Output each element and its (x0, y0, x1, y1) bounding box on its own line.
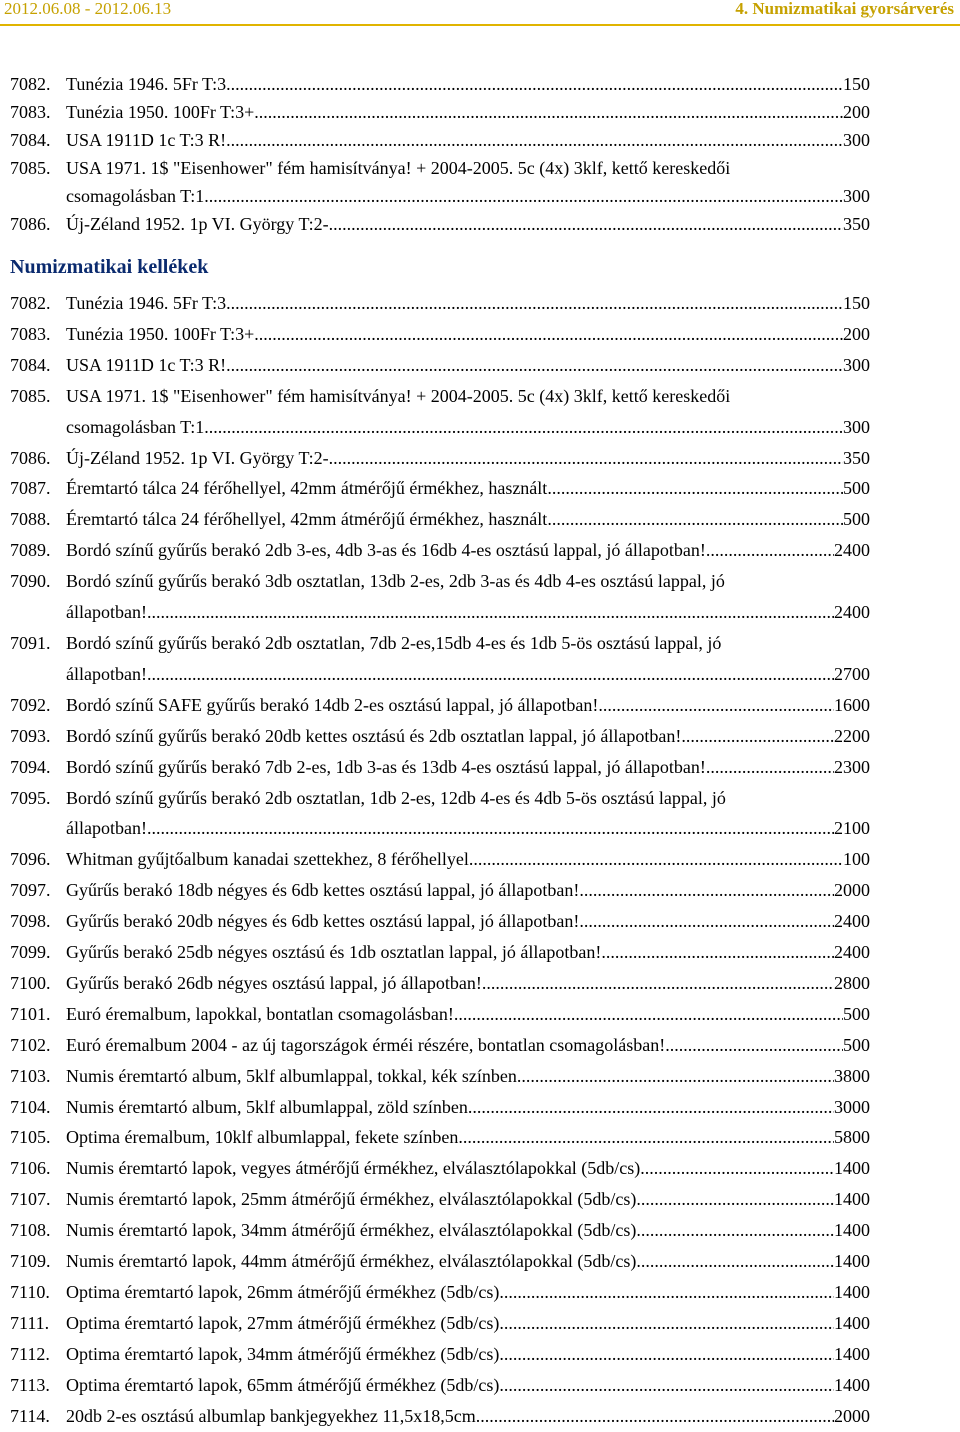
leader-dots (482, 968, 834, 999)
leader-dots (468, 1092, 834, 1123)
lot-number: 7091. (10, 632, 51, 653)
lot-description: Optima éremalbum, 10klf albumlappal, fekete színben (66, 1127, 459, 1148)
lot-number: 7084. (10, 130, 51, 150)
lot-price: 150 (843, 293, 870, 313)
leader-dots (226, 126, 843, 154)
lot-price: 2300 (834, 756, 870, 777)
leader-dots (499, 1339, 834, 1370)
lot-item (10, 381, 870, 443)
lot-price: 2800 (834, 972, 870, 993)
lot-item (10, 154, 870, 210)
lot-item (10, 126, 870, 154)
leader-dots (547, 504, 843, 535)
lot-number: 7086. (10, 214, 51, 234)
lot-body (66, 350, 870, 381)
lot-price: 1600 (834, 694, 870, 715)
date-range: 2012.06.08 - 2012.06.13 (4, 0, 172, 18)
lot-number: 7083. (10, 323, 51, 344)
lot-description: Bordó színű gyűrűs berakó 2db osztatlan, 1db 2-es, 12db 4-es és 4db 5-ös osztású lappal, jó (66, 787, 726, 808)
lot-line (66, 597, 870, 628)
lot-body (66, 1246, 870, 1277)
lot-price: 350 (843, 214, 870, 234)
lot-body (66, 1153, 870, 1184)
lot-item (10, 1370, 870, 1401)
lot-number: 7114. (10, 1405, 50, 1426)
lot-line (66, 906, 870, 937)
lot-line (66, 210, 870, 238)
lot-body (66, 752, 870, 783)
lot-price: 2200 (834, 725, 870, 746)
leader-dots (226, 70, 843, 98)
lot-number: 7110. (10, 1282, 50, 1302)
lot-body (66, 1370, 870, 1401)
leader-dots (665, 1030, 843, 1061)
lot-list-top (10, 70, 870, 238)
lot-price: 1400 (834, 1343, 870, 1364)
leader-dots (458, 1122, 834, 1153)
lot-price: 200 (843, 102, 870, 122)
lot-item (10, 1215, 870, 1246)
lot-body (66, 937, 870, 968)
lot-item (10, 1061, 870, 1092)
lot-price: 3000 (834, 1096, 870, 1117)
lot-description: Tunézia 1950. 100Fr T:3+ (66, 102, 255, 122)
lot-description: Új-Zéland 1952. 1p VI. György T:2- (66, 214, 329, 234)
lot-item (10, 443, 870, 474)
lot-line (66, 1339, 870, 1370)
lot-price: 1400 (834, 1189, 870, 1210)
lot-item (10, 937, 870, 968)
lot-description-cont: csomagolásban T:1 (66, 416, 205, 437)
lot-price: 2100 (834, 818, 870, 839)
lot-description-cont: állapotban! (66, 602, 147, 623)
lot-line (66, 1153, 870, 1184)
lot-description: Optima éremtartó lapok, 26mm átmérőjű érmékhez (5db/cs) (66, 1282, 500, 1302)
lot-number: 7099. (10, 942, 51, 963)
lot-list-accessories (10, 288, 870, 1432)
lot-description: Whitman gyűjtőalbum kanadai szettekhez, 8 férőhellyel (66, 849, 469, 870)
lot-number: 7104. (10, 1096, 51, 1117)
leader-dots (147, 659, 834, 690)
lot-price: 300 (843, 130, 870, 150)
lot-price: 300 (843, 416, 870, 437)
leader-dots (706, 752, 834, 783)
lot-price: 350 (843, 447, 870, 468)
lot-body (66, 1308, 870, 1339)
lot-description: USA 1911D 1c T:3 R! (66, 130, 227, 150)
lot-description: Bordó színű gyűrűs berakó 3db osztatlan, 13db 2-es, 2db 3-as és 4db 4-es osztású lappal, jó (66, 571, 725, 592)
lot-line (66, 535, 870, 566)
lot-item (10, 906, 870, 937)
lot-number: 7083. (10, 102, 51, 122)
lot-price: 500 (843, 1003, 870, 1024)
lot-line (66, 1370, 870, 1401)
leader-dots (329, 210, 843, 238)
lot-number: 7082. (10, 74, 51, 94)
lot-number: 7112. (10, 1343, 50, 1364)
leader-dots (601, 937, 834, 968)
lot-description: Euró éremalbum 2004 - az új tagországok érméi részére, bontatlan csomagolásban! (66, 1034, 666, 1055)
lot-number: 7100. (10, 972, 51, 993)
lot-description: Numis éremtartó lapok, vegyes átmérőjű érmékhez, elválasztólapokkal (5db/cs) (66, 1158, 641, 1179)
lot-price: 500 (843, 509, 870, 530)
lot-body (66, 504, 870, 535)
lot-price: 150 (843, 74, 870, 94)
lot-item (10, 535, 870, 566)
lot-body (66, 535, 870, 566)
lot-number: 7089. (10, 540, 51, 561)
lot-description: Euró éremalbum, lapokkal, bontatlan csomagolásban! (66, 1003, 454, 1024)
lot-description: Optima éremtartó lapok, 27mm átmérőjű érmékhez (5db/cs) (66, 1312, 500, 1333)
lot-line (66, 1401, 870, 1432)
lot-description: Gyűrűs berakó 18db négyes és 6db kettes osztású lappal, jó állapotban! (66, 880, 580, 901)
lot-description: Tunézia 1946. 5Fr T:3 (66, 74, 227, 94)
lot-body (66, 968, 870, 999)
lot-price: 500 (843, 1034, 870, 1055)
lot-body (66, 319, 870, 350)
lot-line (66, 98, 870, 126)
lot-price: 2400 (834, 911, 870, 932)
lot-item (10, 1184, 870, 1215)
lot-line (66, 350, 870, 381)
lot-body (66, 628, 870, 690)
lot-number: 7096. (10, 849, 51, 870)
lot-price: 1400 (834, 1251, 870, 1272)
lot-price: 2000 (834, 1405, 870, 1426)
lot-number: 7106. (10, 1158, 51, 1179)
page-header (0, 0, 960, 24)
leader-dots (454, 999, 843, 1030)
leader-dots (204, 412, 843, 443)
lot-description: USA 1971. 1$ "Eisenhower" fém hamisítványa! + 2004-2005. 5c (4x) 3klf, kettő kereskedői (66, 385, 731, 406)
lot-item (10, 1153, 870, 1184)
lot-description: USA 1971. 1$ "Eisenhower" fém hamisítványa! + 2004-2005. 5c (4x) 3klf, kettő kereskedői (66, 158, 731, 178)
leader-dots (636, 1215, 834, 1246)
lot-line (66, 721, 870, 752)
lot-body (66, 70, 870, 98)
lot-body (66, 1030, 870, 1061)
lot-line (66, 1030, 870, 1061)
leader-dots (681, 721, 834, 752)
lot-price: 2400 (834, 602, 870, 623)
lot-item (10, 875, 870, 906)
lot-description: Gyűrűs berakó 25db négyes osztású és 1db osztatlan lappal, jó állapotban! (66, 942, 602, 963)
lot-description: Új-Zéland 1952. 1p VI. György T:2- (66, 447, 329, 468)
lot-price: 200 (843, 323, 870, 344)
lot-item (10, 783, 870, 845)
lot-item (10, 968, 870, 999)
lot-description: Numis éremtartó lapok, 44mm átmérőjű érmékhez, elválasztólapokkal (5db/cs) (66, 1251, 637, 1272)
lot-body (66, 473, 870, 504)
leader-dots (254, 319, 843, 350)
lot-line (66, 443, 870, 474)
lot-body (66, 98, 870, 126)
lot-description: Gyűrűs berakó 26db négyes osztású lappal, jó állapotban! (66, 972, 482, 993)
lot-number: 7107. (10, 1189, 51, 1210)
lot-body (66, 1339, 870, 1370)
lot-number: 7111. (10, 1312, 50, 1333)
lot-price: 2000 (834, 880, 870, 901)
lot-line (66, 1122, 870, 1153)
lot-price: 5800 (834, 1127, 870, 1148)
leader-dots (640, 1153, 834, 1184)
lot-number: 7085. (10, 158, 51, 178)
lot-body (66, 721, 870, 752)
lot-body (66, 844, 870, 875)
lot-item (10, 504, 870, 535)
lot-number: 7105. (10, 1127, 51, 1148)
lot-description: Gyűrűs berakó 20db négyes és 6db kettes osztású lappal, jó állapotban! (66, 911, 580, 932)
lot-description-cont: állapotban! (66, 818, 147, 839)
lot-line (66, 999, 870, 1030)
lot-line (66, 937, 870, 968)
lot-description: USA 1911D 1c T:3 R! (66, 354, 227, 375)
lot-price: 3800 (834, 1065, 870, 1086)
leader-dots (499, 1277, 834, 1308)
lot-line (66, 473, 870, 504)
lot-description: Numis éremtartó lapok, 34mm átmérőjű érmékhez, elválasztólapokkal (5db/cs) (66, 1220, 637, 1241)
lot-line (66, 1308, 870, 1339)
lot-number: 7088. (10, 509, 51, 530)
lot-body (66, 566, 870, 628)
lot-number: 7092. (10, 694, 51, 715)
lot-body (66, 1277, 870, 1308)
lot-price: 500 (843, 478, 870, 499)
lot-number: 7085. (10, 385, 51, 406)
lot-number: 7098. (10, 911, 51, 932)
lot-line (66, 690, 870, 721)
lot-item (10, 350, 870, 381)
lot-body (66, 1401, 870, 1432)
lot-number: 7103. (10, 1065, 51, 1086)
lot-line (66, 1184, 870, 1215)
lot-description: Numis éremtartó lapok, 25mm átmérőjű érmékhez, elválasztólapokkal (5db/cs) (66, 1189, 637, 1210)
lot-item (10, 690, 870, 721)
lot-item (10, 628, 870, 690)
leader-dots (226, 288, 843, 319)
lot-number: 7113. (10, 1374, 50, 1395)
lot-body (66, 1122, 870, 1153)
lot-description: Bordó színű gyűrűs berakó 2db 3-es, 4db 3-as és 16db 4-es osztású lappal, jó állapotban! (66, 540, 706, 561)
leader-dots (547, 473, 843, 504)
lot-description: Bordó színű gyűrűs berakó 2db osztatlan, 7db 2-es,15db 4-es és 1db 5-ös osztású lappal, jó (66, 632, 722, 653)
lot-body (66, 126, 870, 154)
lot-price: 100 (843, 849, 870, 870)
leader-dots (499, 1370, 834, 1401)
lot-line (66, 1092, 870, 1123)
lot-number: 7109. (10, 1251, 51, 1272)
leader-dots (476, 1401, 834, 1432)
lot-line (66, 1061, 870, 1092)
lot-price: 1400 (834, 1282, 870, 1302)
lot-item (10, 98, 870, 126)
leader-dots (469, 844, 843, 875)
lot-item (10, 1308, 870, 1339)
lot-price: 1400 (834, 1220, 870, 1241)
lot-number: 7082. (10, 293, 51, 313)
lot-line (66, 504, 870, 535)
lot-number: 7086. (10, 447, 51, 468)
lot-description-cont: állapotban! (66, 663, 147, 684)
lot-item (10, 70, 870, 98)
lot-description: Numis éremtartó album, 5klf albumlappal, zöld színben (66, 1096, 468, 1117)
lot-line (66, 126, 870, 154)
lot-description: Optima éremtartó lapok, 65mm átmérőjű érmékhez (5db/cs) (66, 1374, 500, 1395)
lot-item (10, 210, 870, 238)
lot-number: 7102. (10, 1034, 51, 1055)
lot-description: Éremtartó tálca 24 férőhellyel, 42mm átmérőjű érmékhez, használt (66, 509, 548, 530)
lot-description: Bordó színű SAFE gyűrűs berakó 14db 2-es osztású lappal, jó állapotban! (66, 694, 599, 715)
lot-number: 7108. (10, 1220, 51, 1241)
lot-price: 1400 (834, 1158, 870, 1179)
lot-line (66, 1215, 870, 1246)
lot-item (10, 999, 870, 1030)
lot-description: Optima éremtartó lapok, 34mm átmérőjű érmékhez (5db/cs) (66, 1343, 500, 1364)
lot-body (66, 690, 870, 721)
lot-item (10, 844, 870, 875)
lot-number: 7095. (10, 787, 51, 808)
lot-line (66, 319, 870, 350)
lot-body (66, 1215, 870, 1246)
lot-item (10, 566, 870, 628)
lot-price: 2400 (834, 540, 870, 561)
leader-dots (517, 1061, 834, 1092)
lot-description-cont: csomagolásban T:1 (66, 186, 205, 206)
lot-body (66, 999, 870, 1030)
lot-body (66, 443, 870, 474)
leader-dots (499, 1308, 834, 1339)
lot-line (66, 1277, 870, 1308)
lot-item (10, 473, 870, 504)
lot-price: 300 (843, 354, 870, 375)
lot-price: 1400 (834, 1312, 870, 1333)
lot-line (66, 659, 870, 690)
lot-description: Tunézia 1950. 100Fr T:3+ (66, 323, 255, 344)
lot-item (10, 1092, 870, 1123)
lot-item (10, 1246, 870, 1277)
lot-item (10, 752, 870, 783)
leader-dots (226, 350, 843, 381)
lot-body (66, 875, 870, 906)
lot-price: 2400 (834, 942, 870, 963)
lot-line (66, 182, 870, 210)
lot-line (66, 752, 870, 783)
lot-item (10, 288, 870, 319)
page-title: 4. Numizmatikai gyorsárverés (735, 0, 954, 18)
lot-line (66, 844, 870, 875)
lot-description: Bordó színű gyűrűs berakó 20db kettes osztású és 2db osztatlan lappal, jó állapotban! (66, 725, 682, 746)
lot-price: 1400 (834, 1374, 870, 1395)
header-rule (0, 24, 960, 26)
lot-line (66, 70, 870, 98)
lot-number: 7087. (10, 478, 51, 499)
lot-number: 7084. (10, 354, 51, 375)
leader-dots (204, 182, 843, 210)
lot-line (66, 813, 870, 844)
lot-body (66, 288, 870, 319)
leader-dots (329, 443, 843, 474)
lot-item (10, 1122, 870, 1153)
lot-item (10, 319, 870, 350)
lot-body (66, 210, 870, 238)
lot-item (10, 1030, 870, 1061)
lot-description: Éremtartó tálca 24 férőhellyel, 42mm átmérőjű érmékhez, használt (66, 478, 548, 499)
leader-dots (706, 535, 834, 566)
leader-dots (147, 813, 834, 844)
lot-description: Tunézia 1946. 5Fr T:3 (66, 293, 227, 313)
lot-body (66, 783, 870, 845)
leader-dots (636, 1184, 834, 1215)
lot-line (66, 875, 870, 906)
lot-line (66, 1246, 870, 1277)
lot-body (66, 381, 870, 443)
lot-price: 2700 (834, 663, 870, 684)
lot-item (10, 721, 870, 752)
lot-item (10, 1401, 870, 1432)
leader-dots (579, 875, 834, 906)
lot-line (66, 412, 870, 443)
lot-number: 7097. (10, 880, 51, 901)
leader-dots (579, 906, 834, 937)
lot-description: Numis éremtartó album, 5klf albumlappal, tokkal, kék színben (66, 1065, 517, 1086)
lot-body (66, 1184, 870, 1215)
lot-item (10, 1339, 870, 1370)
leader-dots (254, 98, 843, 126)
lot-description: 20db 2-es osztású albumlap bankjegyekhez 11,5x18,5cm (66, 1405, 476, 1426)
section-heading: Numizmatikai kellékek (10, 256, 209, 278)
lot-body (66, 154, 870, 210)
lot-line (66, 968, 870, 999)
lot-number: 7101. (10, 1003, 51, 1024)
lot-line (66, 288, 870, 319)
leader-dots (147, 597, 834, 628)
lot-description: Bordó színű gyűrűs berakó 7db 2-es, 1db 3-as és 13db 4-es osztású lappal, jó állapotban! (66, 756, 706, 777)
lot-price: 300 (843, 186, 870, 206)
lot-body (66, 1061, 870, 1092)
lot-body (66, 906, 870, 937)
leader-dots (636, 1246, 834, 1277)
leader-dots (598, 690, 834, 721)
lot-number: 7094. (10, 756, 51, 777)
lot-body (66, 1092, 870, 1123)
lot-number: 7090. (10, 571, 51, 592)
lot-number: 7093. (10, 725, 51, 746)
lot-item (10, 1277, 870, 1308)
